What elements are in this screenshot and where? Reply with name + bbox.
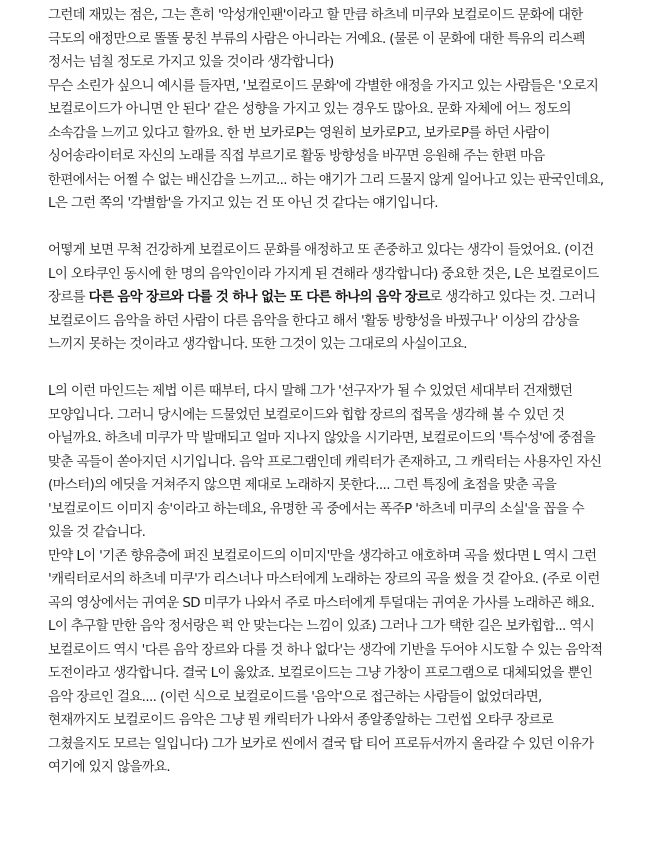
paragraph-3 bbox=[48, 239, 606, 357]
paragraph-4: L의 이런 마인드는 제법 이른 때부터, 다시 말해 그가 '선구자'가 될 수 있었던 세대부터 건재했던 모양입니다. 그러니 당시에는 드물었던 보컬로이드와 힙합 장르의 접목을 생각해 볼 수 있던 것 아닐까요. 하츠네 미쿠가 막 발매되고 얼마 지나지 않았을 시기라면, 보컬로이드의 '특수성'에 중점을 맞춘 곡들이 쏟아지던 시기입니다. 음악 프로그램인데 캐릭터가 존재하고, 그 캐릭터는 사용자인 자신(마스터)의 에딧을 거쳐주지 않으면 제대로 노래하지 못한다.... 그런 특징에 초점을 맞춘 곡을 '보컬로이드 이미지 송'이라고 하는데요, 유명한 곡 중에서는 폭주P '하츠네 미쿠의 소실'을 꼽을 수 있을 것 같습니다. bbox=[48, 384, 602, 540]
paragraph-gap bbox=[48, 357, 606, 381]
paragraph-1: 그런데 재밌는 점은, 그는 흔히 '악성개인팬'이라고 할 만큼 하츠네 미쿠와 보컬로이드 문화에 대한 극도의 애정만으로 똘똘 뭉친 부류의 사람은 아니라는 거예요. (물론 이 문화에 대한 특유의 리스펙 정서는 넘칠 정도로 가지고 있을 것이라 생각합니다) bbox=[48, 8, 585, 70]
paragraph-3-text-a: 어떻게 보면 무척 건강하게 보컬로이드 문화를 애정하고 또 존중하고 있다는 생각이 들었어요. (이건 L이 오타쿠인 동시에 한 명의 음악인이라 가지게 된 견해라 생각합니다) 중요한 것은, L은 보컬로이드 장르를 bbox=[48, 243, 599, 305]
paragraph-3-text-b: 로 생각하고 있다는 것. 그러니 보컬로이드 음악을 하던 사람이 다른 음악을 한다고 해서 '활동 방향성을 바꿨구나' 이상의 감상을 느끼지 못하는 것이라고 생각합니다. 또한 그것이 있는 그대로의 사실이고요. bbox=[48, 290, 596, 352]
paragraph-gap bbox=[48, 216, 606, 240]
paragraph-2: 무슨 소린가 싶으니 예시를 들자면, '보컬로이드 문화'에 각별한 애정을 가지고 있는 사람들은 '오로지 보컬로이드가 아니면 안 된다' 같은 성향을 가지고 있는 경우도 많아요. 문화 자체에 어느 정도의 소속감을 느끼고 있다고 할까요. 한 번 보카로P는 영원히 보카로P고, 보카로P를 하던 사람이 싱어송라이터로 자신의 노래를 직접 부르기로 활동 방향성을 바꾸면 응원해 주는 한편 마음 한편에서는 어쩔 수 없는 배신감을 느끼고... 하는 얘기가 그리 드물지 않게 일어나고 있는 판국인데요, L은 그런 쪽의 '각별함'을 가지고 있는 건 또 아닌 것 같다는 얘기입니다. bbox=[48, 78, 604, 211]
paragraph-5: 만약 L이 '기존 향유층에 퍼진 보컬로이드의 이미지'만을 생각하고 애호하며 곡을 썼다면 L 역시 그런 '캐릭터로서의 하츠네 미쿠'가 리스너나 마스터에게 노래하는 장르의 곡을 썼을 것 같아요. (주로 이런 곡의 영상에서는 귀여운 SD 미쿠가 나와서 주로 마스터에게 투덜대는 귀여운 가사를 노래하곤 해요. L이 추구할 만한 음악 정서랑은 퍽 안 맞는다는 느낌이 있죠) 그러나 그가 택한 길은 보카힙합... 역시 보컬로이드 역시 '다른 음악 장르와 다를 것 하나 없다'는 생각에 기반을 두어야 시도할 수 있는 음악적 도전이라고 생각합니다. 결국 L이 옳았죠. 보컬로이드는 그냥 가창이 프로그램으로 대체되었을 뿐인 음악 장르인 걸요.... (이런 식으로 보컬로이드를 '음악'으로 접근하는 사람들이 없었더라면, 현재까지도 보컬로이드 음악은 그냥 뭔 캐릭터가 나와서 종알종알하는 그런씹 오타쿠 장르로 그쳤을지도 모르는 일입니다) 그가 보카로 씬에서 결국 탑 티어 프로듀서까지 올라갈 수 있던 이유가 여기에 있지 않을까요. bbox=[48, 548, 603, 775]
paragraph-3-emphasis: 다른 음악 장르와 다를 것 하나 없는 또 다른 하나의 음악 장르 bbox=[88, 290, 430, 305]
